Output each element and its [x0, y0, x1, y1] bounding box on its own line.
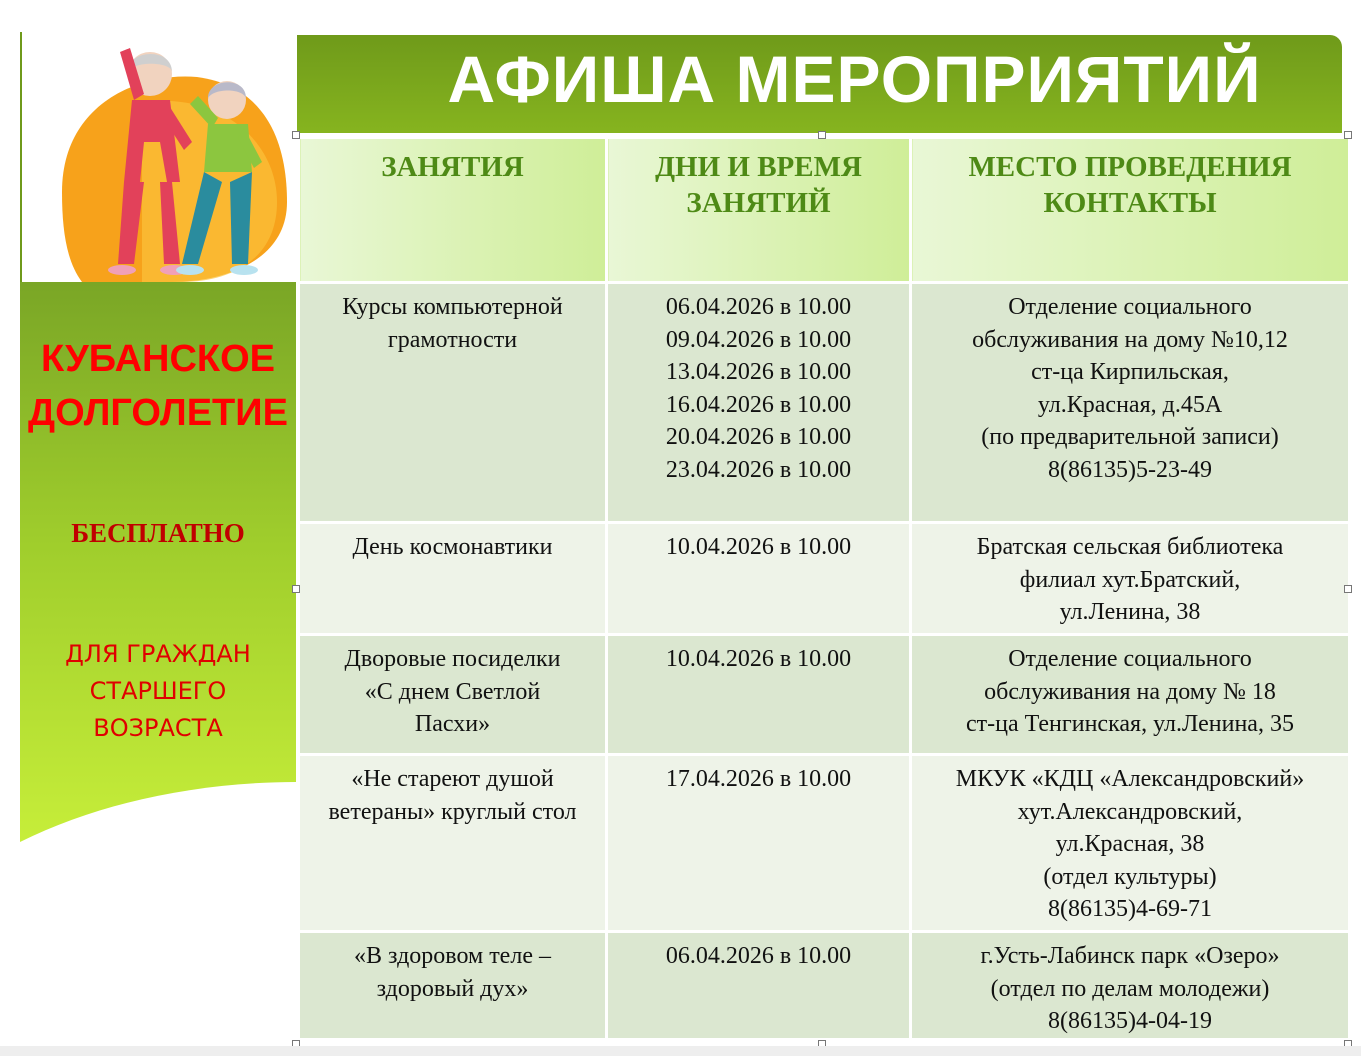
header-banner — [297, 35, 1342, 133]
target-audience-label — [20, 636, 296, 747]
title-line-1: КУБАНСКОЕ — [40, 338, 276, 380]
seniors-exercising-icon — [22, 32, 298, 282]
dates-cell: 06.04.2026 в 10.00 09.04.2026 в 10.00 13.04.2026 в 10.00 16.04.2026 в 10.00 20.04.2026 в 10.00 23.04.2026 в 10.00 — [607, 283, 911, 523]
title-line-2: ДОЛГОЛЕТИЕ — [28, 392, 288, 434]
activity-cell: Курсы компьютерной грамотности — [299, 283, 607, 523]
table-row — [299, 283, 1350, 523]
dates-cell: 10.04.2026 в 10.00 — [607, 635, 911, 755]
dates-cell: 10.04.2026 в 10.00 — [607, 523, 911, 635]
dates-cell: 17.04.2026 в 10.00 — [607, 755, 911, 932]
free-label: БЕСПЛАТНО — [71, 518, 245, 548]
activity-cell: День космонавтики — [299, 523, 607, 635]
activity-cell: «Не стареют душой ветераны» круглый стол — [299, 755, 607, 932]
table-row — [299, 523, 1350, 635]
activity-cell: «В здоровом теле – здоровый дух» — [299, 932, 607, 1040]
resize-handle-top[interactable] — [818, 131, 826, 139]
audience-line-3: ВОЗРАСТА — [93, 714, 223, 742]
seniors-exercising-illustration — [20, 32, 298, 282]
table-row — [299, 932, 1350, 1040]
page-title: АФИША МЕРОПРИЯТИЙ — [447, 42, 1262, 116]
table-header-row — [299, 138, 1350, 283]
resize-handle-left[interactable] — [292, 585, 300, 593]
audience-line-1: ДЛЯ ГРАЖДАН — [65, 640, 251, 668]
place-cell: Отделение социального обслуживания на дому №10,12 ст-ца Кирпильская, ул.Красная, д.45А (по предварительной записи) 8(86135)5-23-49 — [911, 283, 1350, 523]
events-table[interactable] — [297, 136, 1351, 1041]
table-row — [299, 755, 1350, 932]
dates-cell: 06.04.2026 в 10.00 — [607, 932, 911, 1040]
resize-handle-top-right[interactable] — [1344, 131, 1352, 139]
activity-cell: Дворовые посиделки «С днем Светлой Пасхи» — [299, 635, 607, 755]
column-header-place: МЕСТО ПРОВЕДЕНИЯ КОНТАКТЫ — [911, 138, 1350, 283]
column-header-dates: ДНИ И ВРЕМЯ ЗАНЯТИЙ — [607, 138, 911, 283]
resize-handle-top-left[interactable] — [292, 131, 300, 139]
left-panel — [20, 32, 296, 854]
resize-handle-right[interactable] — [1344, 585, 1352, 593]
table-row — [299, 635, 1350, 755]
place-cell: Братская сельская библиотека филиал хут.Братский, ул.Ленина, 38 — [911, 523, 1350, 635]
column-header-activities: ЗАНЯТИЯ — [299, 138, 607, 283]
kuban-longevity-title — [20, 332, 296, 440]
place-cell: Отделение социального обслуживания на дому № 18 ст-ца Тенгинская, ул.Ленина, 35 — [911, 635, 1350, 755]
audience-line-2: СТАРШЕГО — [89, 677, 227, 705]
bottom-scroll-area — [0, 1046, 1361, 1056]
place-cell: г.Усть-Лабинск парк «Озеро» (отдел по делам молодежи) 8(86135)4-04-19 — [911, 932, 1350, 1040]
place-cell: МКУК «КДЦ «Александровский» хут.Александровский, ул.Красная, 38 (отдел культуры) 8(86135)4-69-71 — [911, 755, 1350, 932]
